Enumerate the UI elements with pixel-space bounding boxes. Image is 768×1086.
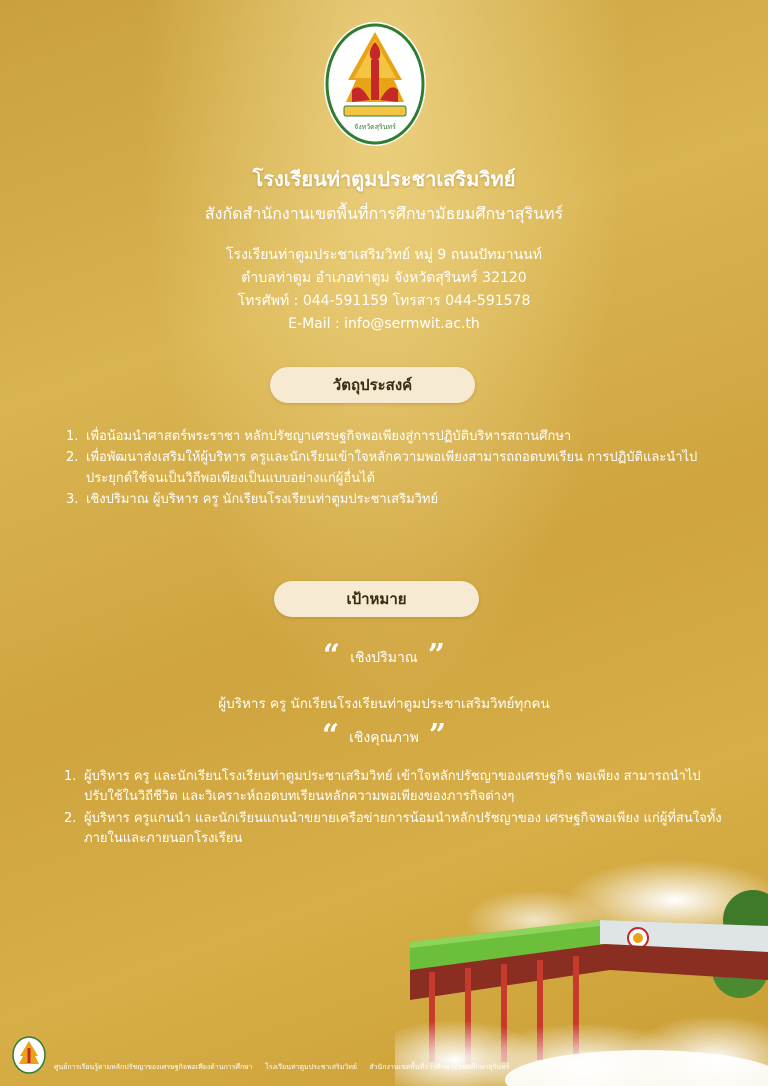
qualitative-heading	[0, 718, 768, 753]
affiliation: สังกัดสำนักงานเขตพื้นที่การศึกษามัธยมศึกษาสุรินทร์	[204, 204, 564, 223]
item-number: 1.	[64, 769, 77, 784]
close-quote-icon: ”	[427, 638, 446, 673]
qualitative-label: เชิงคุณภาพ	[349, 730, 419, 746]
email-line: E-Mail : info@sermwit.ac.th	[288, 316, 480, 332]
item-number: 3.	[66, 492, 79, 507]
item-text: เพื่อน้อมนำศาสตร์พระราชา หลักปรัชญาเศรษฐกิจพอเพียงสู่การปฏิบัติบริหารสถานศึกษา	[86, 429, 572, 444]
address-line: ตำบลท่าตูม อำเภอท่าตูม จังหวัดสุรินทร์ 32120	[241, 270, 527, 286]
item-text: ผู้บริหาร ครู และนักเรียนโรงเรียนท่าตูมประชาเสริมวิทย์ เข้าใจหลักปรัชญาของเศรษฐกิจ พอเพียง สามารถนำไปปรับใช้ในวิถีชีวิต และวิเคราะห์ถอดบทเรียนหลักความพอเพียงของภารกิจต่างๆ	[84, 769, 701, 804]
school-name: โรงเรียนท่าตูมประชาเสริมวิทย์	[252, 167, 516, 191]
footer-item: สำนักงานเขตพื้นที่การศึกษามัธยมศึกษาสุรินทร์	[369, 1063, 510, 1071]
contact-address	[0, 244, 768, 336]
objectives-list	[66, 426, 706, 510]
footer	[54, 1062, 520, 1073]
footer-emblem-icon	[12, 1036, 46, 1074]
item-number: 2.	[64, 811, 77, 826]
objectives-heading: วัตถุประสงค์	[270, 367, 475, 403]
item-text: เชิงปริมาณ ผู้บริหาร ครู นักเรียนโรงเรียนท่าตูมประชาเสริมวิทย์	[86, 492, 439, 507]
footer-item: โรงเรียนท่าตูมประชาเสริมวิทย์	[264, 1063, 357, 1071]
building-photo	[395, 860, 768, 1086]
close-quote-icon: ”	[428, 718, 447, 753]
list-item	[66, 489, 706, 510]
open-quote-icon: “	[322, 638, 341, 673]
phone-line: โทรศัพท์ : 044-591159 โทรสาร 044-591578	[237, 293, 531, 309]
item-number: 2.	[66, 450, 79, 465]
qualitative-list	[64, 767, 724, 851]
open-quote-icon: “	[321, 718, 340, 753]
item-text: เพื่อพัฒนาส่งเสริมให้ผู้บริหาร ครูและนักเรียนเข้าใจหลักความพอเพียงสามารถถอดบทเรียน การปฏิบัติและนำไปประยุกต์ใช้จนเป็นวิถีพอเพียงเป็นแบบอย่างแก่ผู้อื่นได้	[86, 450, 698, 486]
list-item	[64, 767, 724, 807]
footer-item: ศูนย์การเรียนรู้ตามหลักปรัชญาของเศรษฐกิจพอเพียงด้านการศึกษา	[54, 1063, 253, 1071]
emblem-caption: จังหวัดสุรินทร์	[354, 123, 396, 131]
list-item	[64, 809, 724, 849]
goals-heading: เป้าหมาย	[274, 581, 479, 617]
list-item	[66, 447, 706, 489]
school-emblem-icon	[322, 20, 428, 148]
item-number: 1.	[66, 429, 79, 444]
list-item	[66, 426, 706, 447]
quantitative-heading	[0, 638, 768, 673]
address-line: โรงเรียนท่าตูมประชาเสริมวิทย์ หมู่ 9 ถนนปัทมานนท์	[226, 247, 542, 263]
quantitative-text: ผู้บริหาร ครู นักเรียนโรงเรียนท่าตูมประชาเสริมวิทย์ทุกคน	[218, 696, 550, 712]
quantitative-label: เชิงปริมาณ	[350, 650, 418, 666]
item-text: ผู้บริหาร ครูแกนนำ และนักเรียนแกนนำขยายเครือข่ายการน้อมนำหลักปรัชญาของ เศรษฐกิจพอเพียง แก่ผู้ที่สนใจทั้งภายในและภายนอกโรงเรียน	[84, 811, 722, 846]
